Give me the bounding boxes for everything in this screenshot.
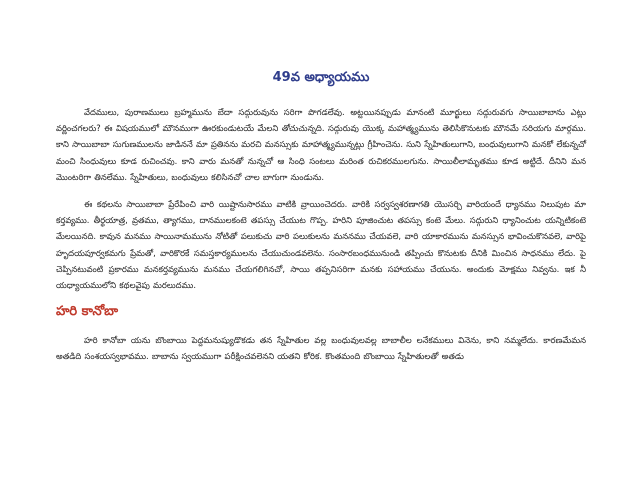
body-paragraph-2: ఈ కథలను సాయిబాబా ప్రేరేపించి వారి యిష్టానుసారము వాటికి వ్రాయించెదరు. వారికి సర్వస్వశరణాగతి యొసర్చి వారియందే ధ్యానము నిలుపుట మా కర్తవ్యము. తీర్థయాత్ర, వ్రతము, త్యాగము, దానములకంటె తపస్సు చేయుట గొప్ప. హరిని పూజించుట తపస్సు కంటె మేలు. సద్గురుని ధ్యానించుట యన్నిటికంటె మేలయినది. కావున మనము సాయినామమును నోటితో పలుకుచు వారి పలుకులను మననము చేయవలె, వారి యాకారమును మనస్సున భావించుకొనవలె, వారిపై హృదయపూర్వకమగు ప్రేమతో, వారికొరకే సమస్తకార్యములను చేయుచుండవలెను. సంసారబంధమునుండి తప్పించు కొనుటకు దీనికి మించిన సాధనము లేదు. పై చెప్పినటువంటి ప్రకారము మనకర్తవ్యమును మనము చేయగలిగినచో, సాయి తప్పనిసరిగా మనకు సహాయము చేయును. అందుకు మోక్షము నివ్వను. ఇక నీ యధ్యాయములోని కథలవైపు మరలుదము.	[56, 199, 586, 291]
chapter-title: 49వ అధ్యాయము	[272, 70, 370, 85]
section-paragraph: హరి కానోబా యను బొంబాయి పెద్దమనుష్యుడొకడు తన స్నేహితుల వల్ల బంధువులవల్ల బాబాలీల లనేకములు వినెను, కాని నమ్మలేదు. కారణమేమన అతడిది సంశయస్వభావము. బాబాను స్వయముగా పరీక్షించవలెనని యతని కోరిక. కొంతమంది బొంబాయి స్నేహితులతో అతడు	[56, 335, 586, 362]
document-page	[56, 70, 586, 376]
section-heading-hari-kanoba: హరి కానోబా	[56, 304, 119, 320]
body-paragraph-1: వేదములు, పురాణములు బ్రహ్మమును బేదా సద్గురువును సరిగా పొగడలేవు. అట్టయినప్పుడు మానంటి మూర్ఖులు సద్గురువగు సాయిబాబాను ఎట్లు వర్ణించగలరు? ఈ విషయములో మౌనముగా ఊరకుండుటయే మేలని తోచుచున్నది. సద్గురువు యొక్క మహాత్మ్యమును తెలిసికొనుటకు మౌనమే సరియగు మార్గము. కాని సాయిబాబా సుగుణములను జాడిననే మా ప్రతినను మరచి మనస్సుకు మాహాత్మ్యమున్నట్లు గ్రీహించెను. సుని స్నేహితులుగాని, బంధువులుగాని మనకో లేకున్నచో మంచి సింధువులు కూడ రుచించవు. కాని వారు మనతో నున్నచో ఆ సింధి సంటలు మరింత రుచికరములగును. సాయిలీలామృతము కూడ అట్టిదే. దీనిని మన మొంటరిగా తినలేము. స్నేహితులు, బంధువులు కలిసినచో చాల బాగుగా నుండును.	[56, 107, 586, 182]
